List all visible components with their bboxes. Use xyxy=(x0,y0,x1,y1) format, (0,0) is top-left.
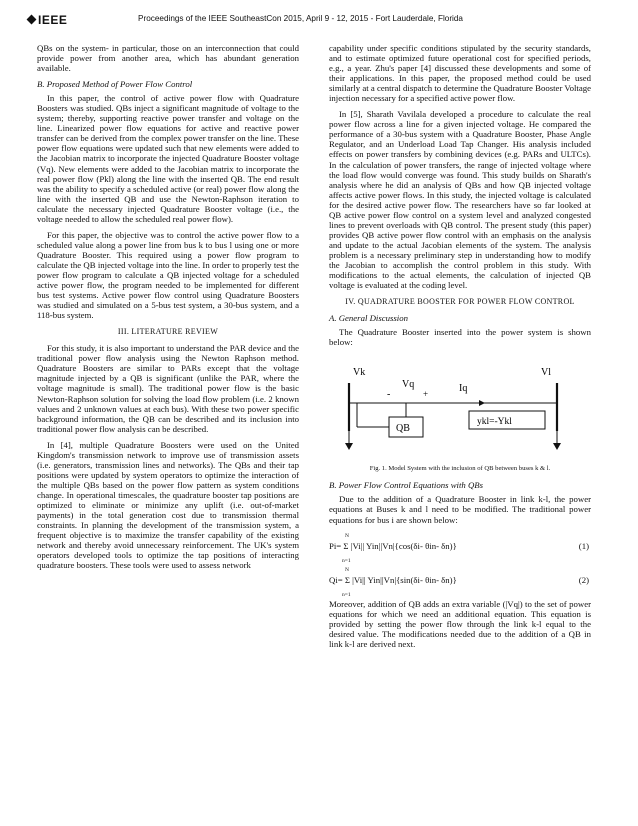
right-column xyxy=(329,43,591,655)
equation-1-number: (1) xyxy=(578,540,589,551)
ground-arrow-right xyxy=(553,443,561,450)
right-paragraph-5: Moreover, addition of QB adds an extra variable (|Vq|) to the set of power equations for which we need an additional equation. This equation is provided by setting the power flow through the link k-l equal to the desired value. The modifications needed due to the addition of a QB in link k-l are derived next. xyxy=(329,598,591,649)
equation-2 xyxy=(329,565,591,599)
vl-label: Vl xyxy=(541,367,551,379)
left-column xyxy=(37,43,299,576)
sum-lower-limit-1: n=1 xyxy=(342,557,351,564)
sum-upper-limit-2: N xyxy=(345,566,349,573)
ieee-logo: IEEE xyxy=(28,13,67,27)
figure-caption: Fig. 1. Model System with the inclusion of QB between buses k & l. xyxy=(369,465,551,473)
conference-title: Proceedings of the IEEE SoutheastCon 2015, April 9 - 12, 2015 - Fort Lauderdale, Florida xyxy=(138,14,463,23)
right-paragraph-1: capability under specific conditions stipulated by the security standards, and to estimate optimized future operational cost for specified periods, e.g., a year. Zhu's paper [4] discussed these developments and some of their applications. In this paper, the proposed method could be used similarly at a central dispatch to determine the Quadrature Booster Voltage injection necessary for a specified active power flow. xyxy=(329,43,591,104)
qb-label: QB xyxy=(396,423,410,435)
minus-sign: - xyxy=(387,389,391,401)
section-b-heading: B. Proposed Method of Power Flow Control xyxy=(37,79,193,90)
vk-label: Vk xyxy=(353,367,366,379)
page-header xyxy=(28,13,618,29)
left-paragraph-1: QBs on the system- in particular, those on an interconnection that could provide power from another area, which has abundant generation available. xyxy=(37,43,299,74)
left-paragraph-5: In [4], multiple Quadrature Boosters were used on the United Kingdom's transmission network to improve use of transmission assets (i.e. generators, transmission lines and networks). The QBs and their tap positions were updated by system operators to optimize the interaction of the multiple QBs based on the power flow pattern as system conditions change. In operational timescales, the quadrature booster tap positions are optimized to eliminate or minimize any uplift (i.e. out-of-market payments) in the total generation cost due to transmission thermal constraints. In planning the development of the transmission system, a frequent objective is to maximize the transfer capability of the existing network and thereby avoid unnecessary reinforcement. The UK's system operators developed tools to optimize the tap positions of interacting quadrature boosters. These tools were used to assess network xyxy=(37,439,299,571)
section-b-equations-heading: B. Power Flow Control Equations with QBs xyxy=(329,480,484,491)
right-paragraph-3: The Quadrature Booster inserted into the power system is shown below: xyxy=(329,327,591,348)
equation-1 xyxy=(329,531,591,565)
section-4-heading: IV. QUADRATURE BOOSTER FOR POWER FLOW CONTROL xyxy=(345,297,575,307)
equation-2-number: (2) xyxy=(578,574,589,585)
ieee-diamond-icon xyxy=(27,15,37,25)
equation-1-body: Pi= Σ |Vi|| Yin||Vn|{cos(δi- θin- δn)} xyxy=(329,540,457,551)
sum-lower-limit-2: n=1 xyxy=(342,591,351,598)
iq-label: Iq xyxy=(459,383,468,395)
right-paragraph-2: In [5], Sharath Vavilala developed a procedure to calculate the real power flow across a line for a given injected voltage. He compared the performance of a 30-bus system with a Quadrature Booster, Phase Angle Regulator, and an Underload Load Tap Changer. His analysis included effects on power transfers by combining devices (e.g. PARs and ULTCs). In the calculation of power transfers, the range of injected voltage where the load flow would converge was found. This study builds on Sharath's analysis where he did an analysis of QBs and how QB injected voltage affects active power flows. In this study, the injected voltage is calculated for the desired active power flow. The researchers have so far looked at QB active power flow control on a system level and analyzed congested lines to prevent overloads with QB control. The present study (this paper) provides QB active power flow control with an emphasis on the analysis and update to the actual Jacobian elements of the system. The analysis problem is a necessary preliminary step in understanding how to modify the Jacobian to accomplish the control problem in this study. With modifications to the actual elements, the calculation of injected QB voltage is evaluated at the coding level. xyxy=(329,109,591,291)
left-paragraph-4: For this study, it is also important to understand the PAR device and the traditional power flow analysis using the Newton Raphson method. Quadrature Boosters are similar to PARs except that the voltage magnitude injected by a QB is significant (unlike the PAR, where the voltage magnitude is small). The traditional power flow is the basic Newton-Raphson solution for solving the load flow problem (i.e. 2 known values and 2 unknown values at each bus). With these two power specific background information, the QB can be described and its inclusion into traditional power flow analysis can be described. xyxy=(37,343,299,434)
current-arrowhead xyxy=(479,400,485,406)
qb-model-figure xyxy=(329,353,591,463)
section-a-heading: A. General Discussion xyxy=(329,313,408,324)
ground-arrow-left xyxy=(345,443,353,450)
right-paragraph-4: Due to the addition of a Quadrature Booster in link k-l, the power equations at Buses k and l need to be modified. The traditional power equations for bus i are shown below: xyxy=(329,494,591,525)
left-paragraph-3: For this paper, the objective was to control the active power flow to a scheduled value along a power line from bus k to bus l using one or more Quadrature Booster. This required using a power flow program to calculate the QB injected voltage into the line. In order to properly test the power flow program to calculate a QB injected voltage for a scheduled active power flow, the program needed to be implemented for different bus test systems. Active power flow control using Quadrature Boosters was studied and simulated on a 5-bus test system, a 30-bus system, and a 118-bus system. xyxy=(37,229,299,321)
ykl-label: ykl=-Ykl xyxy=(477,417,512,428)
sum-upper-limit-1: N xyxy=(345,532,349,539)
vq-label: Vq xyxy=(402,379,415,391)
qb-model-diagram xyxy=(329,353,591,463)
plus-sign: + xyxy=(423,389,429,400)
left-paragraph-2: In this paper, the control of active power flow with Quadrature Boosters was studied. QBs inject a significant magnitude of voltage to the system; thereby, supporting reactive power transfer and voltage on the line. Linearized power flow equations for active and reactive power transfer can be derived from the complex power transfer on the line. These power flow equations were updated such that new elements were added to the Jacobian matrix to incorporate the injected Quadrature Booster voltage (Vq). New elements were added to the Jacobian matrix to incorporate the real power flow (Pkl) along the line with the inserted QB. The end result was the ability to specify a scheduled active (or real) power flow along the line with the inserted QB and use the Newton-Raphson iteration to calculate the necessary injected Quadrature Booster voltage (i.e., the voltage needed to allow the scheduled real power flow). xyxy=(37,93,299,224)
equation-2-body: Qi= Σ |Vi|| Yin||Vn|{sin(δi- θin- δn)} xyxy=(329,574,457,585)
section-3-heading: III. LITERATURE REVIEW xyxy=(117,327,219,337)
